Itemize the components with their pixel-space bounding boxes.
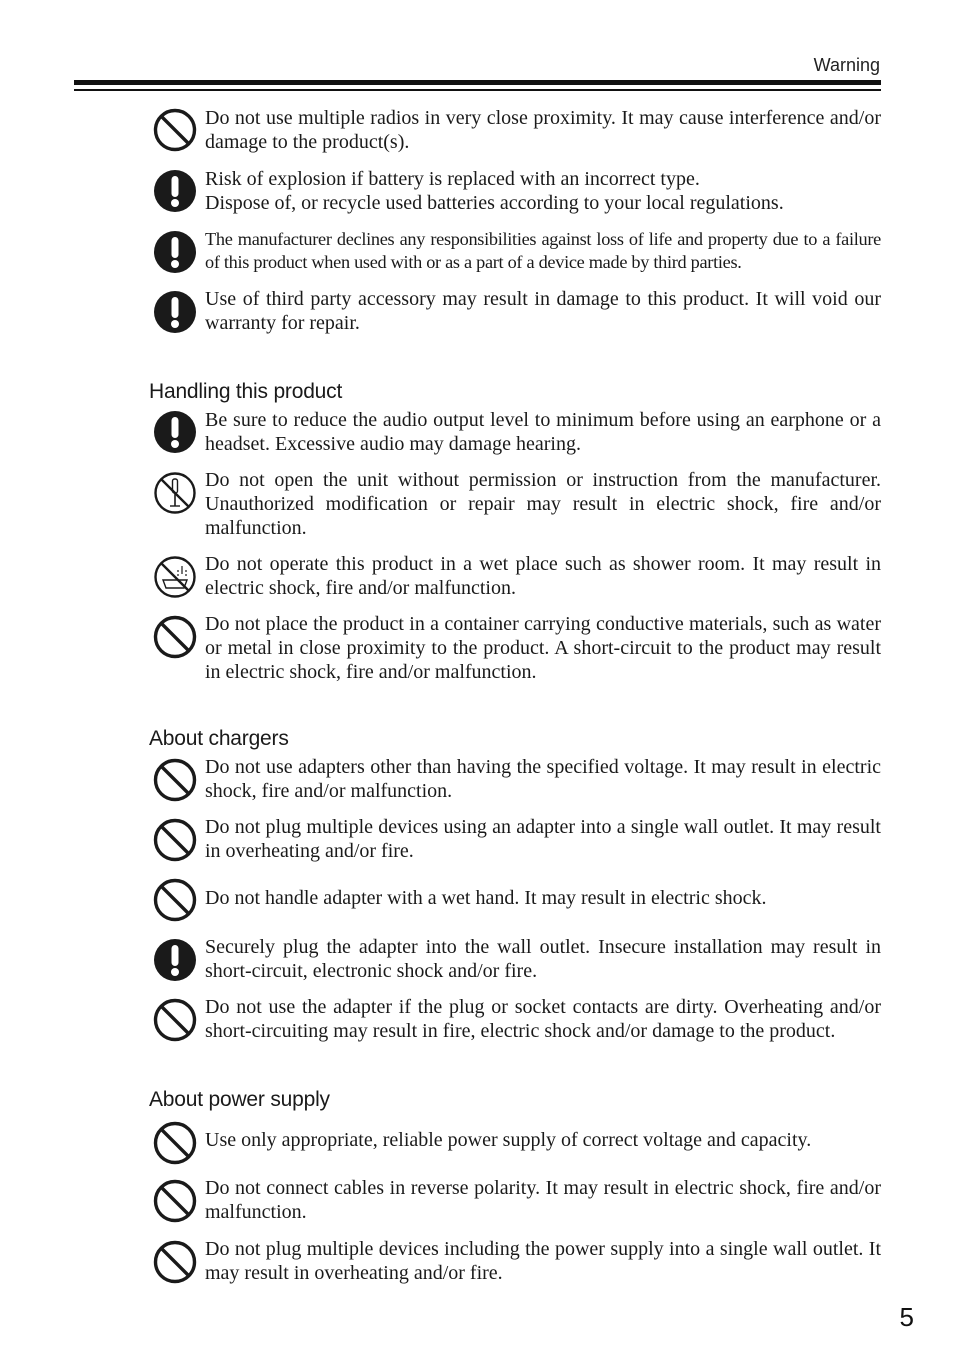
warning-item bbox=[152, 468, 881, 540]
warning-text: Securely plug the adapter into the wall outlet. Insecure installation may result in short-circuit, electronic shock and/or fire. bbox=[205, 936, 881, 982]
warning-text: Do not place the product in a container carrying conductive materials, such as water or metal in close proximity to the product. A short-circuit to the product may result in electric shock, fire and/or malfunction. bbox=[205, 613, 881, 683]
warning-item bbox=[152, 287, 881, 335]
prohibition-icon bbox=[152, 1239, 198, 1285]
warning-text: Do not use multiple radios in very close proximity. It may cause interference and/or damage to the product(s). bbox=[205, 107, 881, 153]
warning-item bbox=[152, 1176, 881, 1224]
warning-text: The manufacturer declines any responsibilities against loss of life and property due to a failure of this product when used with or as a part of a device made by third parties. bbox=[205, 229, 881, 272]
mandatory-exclamation-icon bbox=[152, 409, 198, 455]
no-wet-place-icon bbox=[152, 554, 198, 600]
no-disassembly-icon bbox=[152, 470, 198, 516]
warning-text: Do not connect cables in reverse polarity. It may result in electric shock, fire and/or malfunction. bbox=[205, 1177, 881, 1223]
mandatory-exclamation-icon bbox=[152, 229, 198, 275]
page-number: 5 bbox=[899, 1302, 914, 1332]
section-heading-power-supply: About power supply bbox=[149, 1088, 330, 1111]
warning-text: Do not plug multiple devices using an adapter into a single wall outlet. It may result in overheating and/or fire. bbox=[205, 816, 881, 862]
warning-item bbox=[152, 995, 881, 1043]
warning-text: Do not handle adapter with a wet hand. It may result in electric shock. bbox=[205, 887, 767, 909]
prohibition-icon bbox=[152, 614, 198, 660]
prohibition-icon bbox=[152, 877, 198, 923]
warning-item bbox=[152, 408, 881, 456]
prohibition-icon bbox=[152, 107, 198, 153]
prohibition-icon bbox=[152, 1120, 198, 1166]
warning-item bbox=[152, 755, 881, 803]
header-rule-thin bbox=[74, 89, 881, 91]
warning-item bbox=[152, 815, 881, 863]
warning-text: Do not plug multiple devices including the power supply into a single wall outlet. It may result in overheating and/or fire. bbox=[205, 1238, 881, 1284]
warning-item bbox=[152, 552, 881, 600]
warning-item bbox=[152, 875, 881, 910]
warning-text: Do not open the unit without permission or instruction from the manufacturer. Unauthorized modification or repair may result in electric shock, fire and/or malfunction. bbox=[205, 469, 881, 539]
warning-item bbox=[152, 167, 881, 215]
prohibition-icon bbox=[152, 817, 198, 863]
mandatory-exclamation-icon bbox=[152, 168, 198, 214]
warning-text: Do not operate this product in a wet place such as shower room. It may result in electric shock, fire and/or malfunction. bbox=[205, 553, 881, 599]
warning-text: Do not use adapters other than having the specified voltage. It may result in electric shock, fire and/or malfunction. bbox=[205, 756, 881, 802]
prohibition-icon bbox=[152, 1178, 198, 1224]
warning-item bbox=[152, 228, 881, 274]
mandatory-exclamation-icon bbox=[152, 289, 198, 335]
warning-text: Do not use the adapter if the plug or socket contacts are dirty. Overheating and/or short-circuiting may result in fire, electric shock and/or damage to the product. bbox=[205, 996, 881, 1042]
warning-text: Use of third party accessory may result in damage to this product. It will void our warranty for repair. bbox=[205, 288, 881, 334]
warning-text: Be sure to reduce the audio output level to minimum before using an earphone or a headset. Excessive audio may damage hearing. bbox=[205, 409, 881, 455]
prohibition-icon bbox=[152, 997, 198, 1043]
warning-text: Risk of explosion if battery is replaced with an incorrect type. Dispose of, or recycle used batteries according to your local regulations. bbox=[205, 168, 784, 214]
section-heading-handling: Handling this product bbox=[149, 380, 343, 403]
warning-text: Use only appropriate, reliable power supply of correct voltage and capacity. bbox=[205, 1129, 812, 1151]
mandatory-exclamation-icon bbox=[152, 937, 198, 983]
page-header-section-label: Warning bbox=[813, 55, 880, 75]
warning-item bbox=[152, 1118, 881, 1152]
section-heading-chargers: About chargers bbox=[149, 727, 289, 750]
warning-item bbox=[152, 612, 881, 684]
warning-item bbox=[152, 1237, 881, 1285]
prohibition-icon bbox=[152, 757, 198, 803]
warning-item bbox=[152, 106, 881, 154]
header-rule-thick bbox=[74, 80, 881, 85]
warning-item bbox=[152, 935, 881, 983]
